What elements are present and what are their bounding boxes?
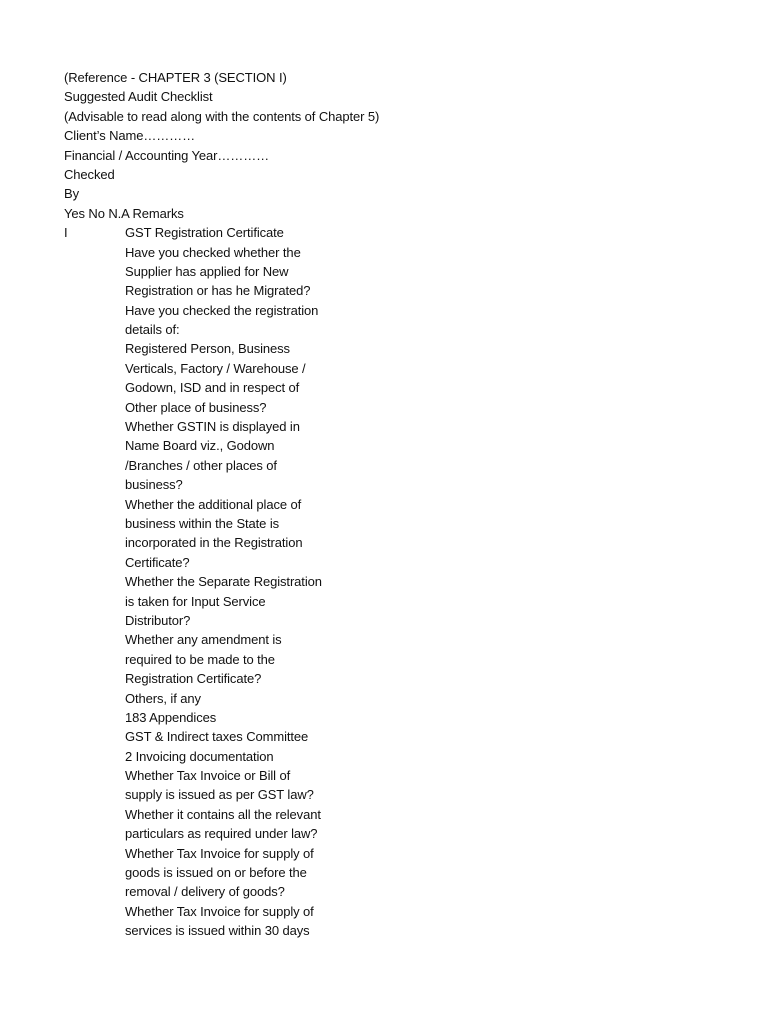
- section-heading-row: [64, 223, 704, 242]
- checklist-line: Registration or has he Migrated?: [125, 283, 311, 299]
- by-label: By: [64, 186, 79, 202]
- checklist-line: Others, if any: [125, 690, 201, 706]
- checklist-line: services is issued within 30 days: [125, 923, 310, 939]
- checklist-line: Have you checked whether the: [125, 244, 301, 260]
- checklist-line: Distributor?: [125, 612, 191, 628]
- checklist-line: Whether Tax Invoice for supply of: [125, 845, 314, 861]
- page-footer-committee: GST & Indirect taxes Committee: [125, 729, 309, 745]
- checklist-line: business?: [125, 477, 183, 493]
- section-2-heading: 2 Invoicing documentation: [125, 748, 274, 764]
- checklist-line: Whether the additional place of: [125, 496, 302, 512]
- checklist-line: details of:: [125, 322, 180, 338]
- checklist-line: Other place of business?: [125, 399, 267, 415]
- checklist-line: Registration Certificate?: [125, 671, 262, 687]
- checklist-text: [64, 68, 704, 941]
- checklist-line: Verticals, Factory / Warehouse /: [125, 360, 306, 376]
- section-number: I: [64, 225, 68, 241]
- checklist-line: /Branches / other places of: [125, 457, 277, 473]
- reference-line: (Reference - CHAPTER 3 (SECTION I): [64, 70, 287, 85]
- checklist-line: Have you checked the registration: [125, 302, 319, 318]
- checklist-line: removal / delivery of goods?: [125, 884, 285, 900]
- checklist-line: supply is issued as per GST law?: [125, 787, 314, 803]
- checked-label: Checked: [64, 166, 115, 182]
- checklist-line: particulars as required under law?: [125, 826, 318, 842]
- checklist-line: Whether the Separate Registration: [125, 574, 322, 590]
- checklist-title: Suggested Audit Checklist: [64, 89, 213, 105]
- financial-year-field: Financial / Accounting Year…………: [64, 147, 270, 163]
- checklist-line: required to be made to the: [125, 651, 275, 667]
- checklist-line: is taken for Input Service: [125, 593, 266, 609]
- checklist-line: GST Registration Certificate: [125, 225, 284, 241]
- checklist-line: Whether any amendment is: [125, 632, 282, 648]
- checklist-line: Certificate?: [125, 554, 190, 570]
- checklist-line: business within the State is: [125, 515, 280, 531]
- checklist-line: Whether Tax Invoice or Bill of: [125, 768, 291, 784]
- page-footer-appendices: 183 Appendices: [125, 709, 217, 725]
- checklist-line: Whether GSTIN is displayed in: [125, 419, 300, 435]
- checklist-line: Godown, ISD and in respect of: [125, 380, 300, 396]
- checklist-line: Whether it contains all the relevant: [125, 806, 321, 822]
- checklist-line: Whether Tax Invoice for supply of: [125, 903, 314, 919]
- checklist-line: goods is issued on or before the: [125, 865, 307, 881]
- client-name-field: Client’s Name…………: [64, 128, 195, 144]
- checklist-line: Name Board viz., Godown: [125, 438, 275, 454]
- advisory-note: (Advisable to read along with the contents of Chapter 5): [64, 108, 380, 124]
- column-headers: Yes No N.A Remarks: [64, 205, 184, 221]
- checklist-line: Registered Person, Business: [125, 341, 290, 357]
- checklist-line: incorporated in the Registration: [125, 535, 303, 551]
- checklist-line: Supplier has applied for New: [125, 263, 289, 279]
